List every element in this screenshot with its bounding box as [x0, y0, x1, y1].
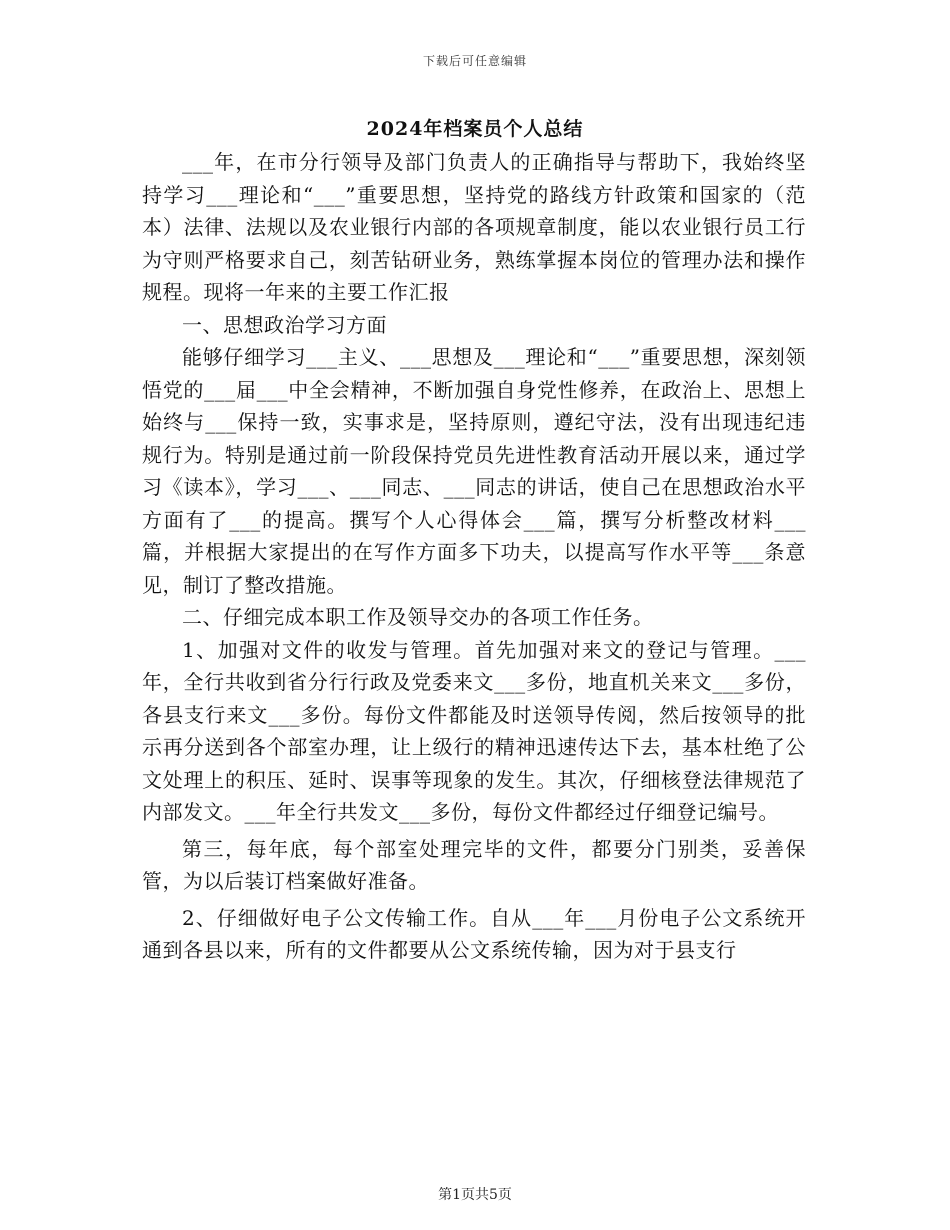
section-heading-duties: 二、仔细完成本职工作及领导交办的各项工作任务。: [182, 605, 654, 629]
document-title: 2024年档案员个人总结: [366, 118, 584, 140]
page-header: 下载后可任意编辑: [422, 54, 527, 68]
section-heading-political-study: 一、思想政治学习方面: [182, 312, 387, 337]
page-footer: 第1页共5页: [438, 1187, 512, 1203]
paragraph-electronic-transmission: 2、仔细做好电子公文传输工作。自从___年___月份电子公文系统开通到各县以来，所有的文件都要从公文系统传输，因为对于县支行: [142, 905, 806, 962]
paragraph-political-study: 能够仔细学习___主义、___思想及___理论和“___”重要思想，深刻领悟党的___届___中全会精神，不断加强自身党性修养，在政治上、思想上始终与___保持一致，实事求是，坚持原则，遵纪守法，没有出现违纪违规行为。特别是通过前一阶段保持党员先进性教育活动开展以来，通过学习《读本》，学习___、___同志、___同志的讲话，使自己在思想政治水平方面有了___的提高。撰写个人心得体会___篇，撰写分析整改材料___篇，并根据大家提出的在写作方面多下功夫，以提高写作水平等___条意见，制订了整改措施。: [142, 345, 806, 597]
document-body: [142, 146, 806, 967]
paragraph-archive-storage: 第三，每年底，每个部室处理完毕的文件，都要分门别类，妥善保管，为以后装订档案做好准备。: [142, 836, 806, 893]
paragraph-intro: ___年，在市分行领导及部门负责人的正确指导与帮助下，我始终坚持学习___理论和“___”重要思想，坚持党的路线方针政策和国家的（范本）法律、法规以及农业银行内部的各项规章制度，能以农业银行员工行为守则严格要求自己，刻苦钻研业务，熟练掌握本岗位的管理办法和操作规程。现将一年来的主要工作汇报: [142, 150, 806, 304]
paragraph-document-management: 1、加强对文件的收发与管理。首先加强对来文的登记与管理。___年，全行共收到省分行行政及党委来文___多份，地直机关来文___多份，各县支行来文___多份。每份文件都能及时送领导传阅，然后按领导的批示再分送到各个部室办理，让上级行的精神迅速传达下去，基本杜绝了公文处理上的积压、延时、误事等现象的发生。其次，仔细核登法律规范了内部发文。___年全行共发文___多份，每份文件都经过仔细登记编号。: [142, 637, 806, 824]
